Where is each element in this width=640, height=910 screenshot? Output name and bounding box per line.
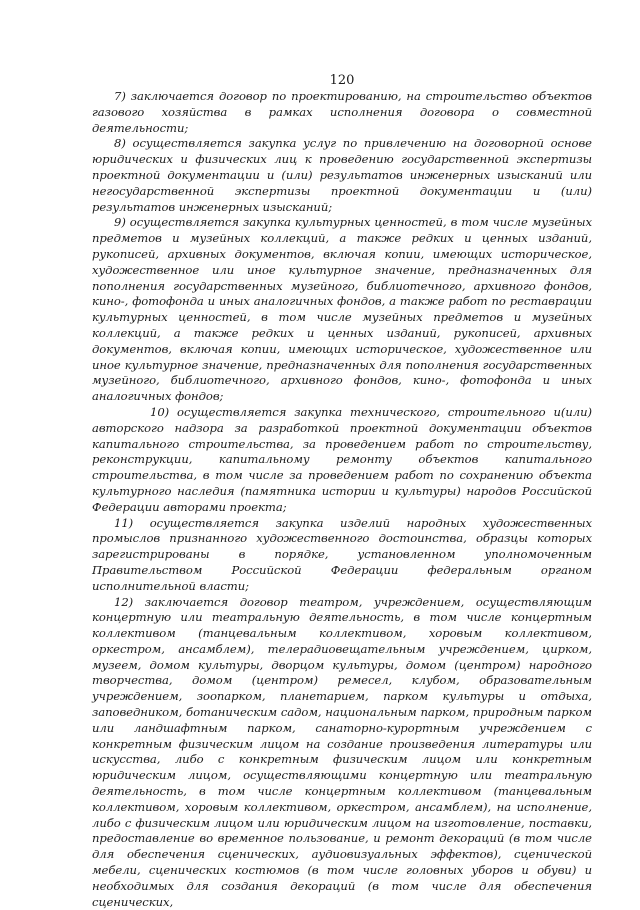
page-number: 120 — [92, 72, 592, 89]
paragraph-item-10: 10) осуществляется закупка технического, строительного и(или) авторского надзора за разработкой проектной документации объектов капитального строительства, за проведением работ по строительству, реконструкции, капитальному ремонту объектов капитального строительства, в том числе за проведением работ по сохранению объекта культурного наследия (памятника истории и культуры) народов Российской Федерации авторами проекта; — [92, 405, 592, 516]
document-page — [92, 72, 592, 910]
paragraph-item-9: 9) осуществляется закупка культурных ценностей, в том числе музейных предметов и музейных коллекций, а также редких и ценных изданий, рукописей, архивных документов, включая копии, имеющих историческое, художественное или иное культурное значение, предназначенных для пополнения государственных музейного, библиотечного, архивного фондов, кино-, фотофонда и иных аналогичных фондов, а также работ по реставрации культурных ценностей, в том числе музейных предметов и музейных коллекций, а также редких и ценных изданий, рукописей, архивных документов, включая копии, имеющих историческое, художественное или иное культурное значение, предназначенных для пополнения государственных музейного, библиотечного, архивного фондов, кино-, фотофонда и иных аналогичных фондов; — [92, 215, 592, 405]
paragraph-item-12: 12) заключается договор театром, учреждением, осуществляющим концертную или театральную деятельность, в том числе концертным коллективом (танцевальным коллективом, хоровым коллективом, оркестром, ансамблем), телерадиовещательным учреждением, цирком, музеем, домом культуры, дворцом культуры, домом (центром) народного творчества, домом (центром) ремесел, клубом, образовательным учреждением, зоопарком, планетарием, парком культуры и отдыха, заповедником, ботаническим садом, национальным парком, природным парком или ландшафтным парком, санаторно-курортным учреждением с конкретным физическим лицом на создание произведения литературы или искусства, либо с конкретным физическим лицом или конкретным юридическим лицом, осуществляющими концертную или театральную деятельность, в том числе концертным коллективом (танцевальным коллективом, хоровым коллективом, оркестром, ансамблем), на исполнение, либо с физическим лицом или юридическим лицом на изготовление, поставки, предоставление во временное пользование, и ремонт декораций (в том числе для обеспечения сценических, аудиовизуальных эффектов), сценической мебели, сценических костюмов (в том числе головных уборов и обуви) и необходимых для создания декораций (в том числе для обеспечения сценических, — [92, 595, 592, 910]
paragraph-item-8: 8) осуществляется закупка услуг по привлечению на договорной основе юридических и физических лиц к проведению государственной экспертизы проектной документации и (или) результатов инженерных изысканий или негосударственной экспертизы проектной документации и (или) результатов инженерных изысканий; — [92, 136, 592, 215]
paragraph-item-11: 11) осуществляется закупка изделий народных художественных промыслов признанного художественного достоинства, образцы которых зарегистрированы в порядке, установленном уполномоченным Правительством Российской Федерации федеральным органом исполнительной власти; — [92, 516, 592, 595]
paragraph-item-7: 7) заключается договор по проектированию, на строительство объектов газового хозяйства в рамках исполнения договора о совместной деятельности; — [92, 89, 592, 136]
